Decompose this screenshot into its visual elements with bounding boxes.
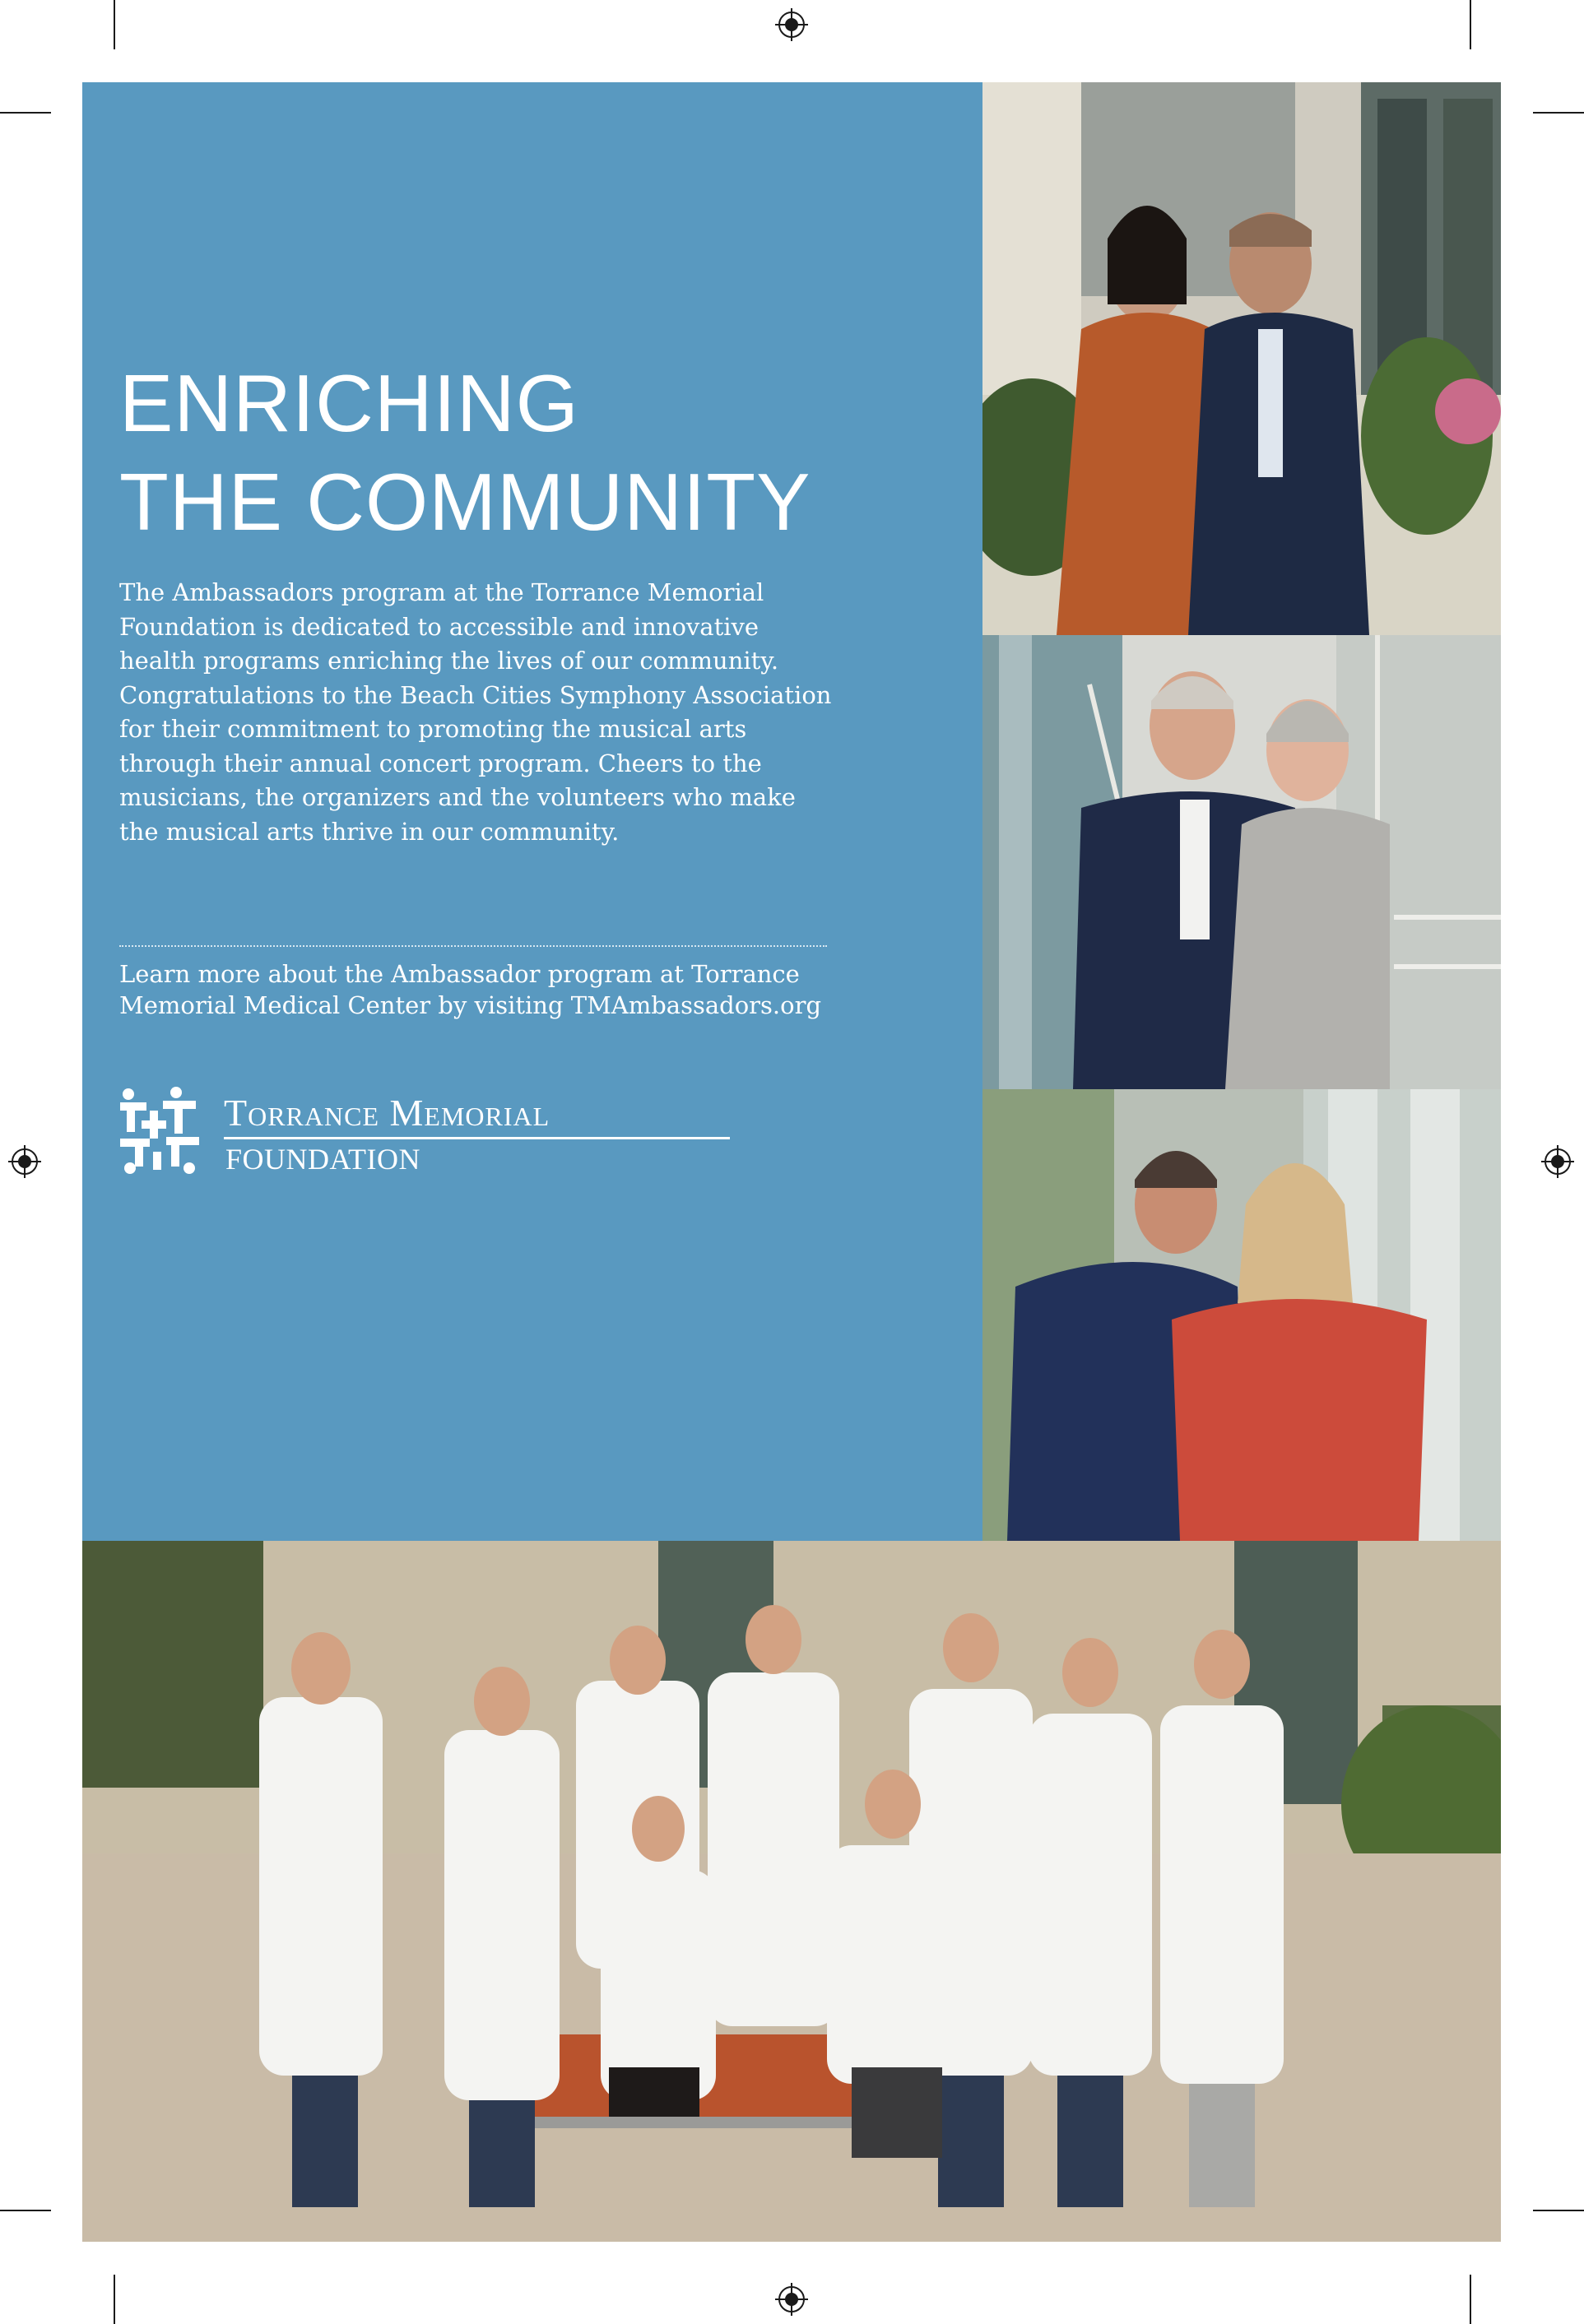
registration-mark-icon	[775, 2283, 808, 2316]
crop-mark-left-bottom	[0, 2210, 51, 2211]
crop-mark-bottom-left	[114, 2275, 115, 2324]
logo-rule	[224, 1137, 730, 1139]
photo-doctors-group	[82, 1541, 1501, 2242]
learn-more-text: Learn more about the Ambassador program at Torrance Memorial Medical Center by visiting TMAmbassadors.org	[119, 960, 822, 1019]
crop-mark-right-bottom	[1533, 2210, 1584, 2211]
photo-couple-2	[982, 635, 1501, 1089]
body-paragraph: The Ambassadors program at the Torrance Memorial Foundation is dedicated to accessible and innovative health programs enriching the lives of our community. Congratulations to the Beach Cities Symphony Association for their commitment to promoting the musical arts through their annual concert program. Cheers to the musicians, the organizers and the volunteers who make the musical arts thrive in our community.	[119, 578, 832, 846]
registration-mark-icon	[775, 8, 808, 41]
crop-mark-bottom-right	[1470, 2275, 1471, 2324]
photo-couple-1	[982, 82, 1501, 635]
crop-mark-top-left	[114, 0, 115, 49]
logo-wordmark-top: Torrance Memorial	[224, 1092, 550, 1134]
headline-line-2: THE COMMUNITY	[119, 457, 811, 547]
foundation-logo	[117, 1086, 742, 1176]
headline-line-1: ENRICHING	[119, 358, 579, 448]
dotted-divider	[119, 945, 827, 947]
crop-mark-right-top	[1533, 112, 1584, 114]
crop-mark-top-right	[1470, 0, 1471, 49]
registration-mark-icon	[1541, 1145, 1574, 1178]
crop-mark-left-top	[0, 112, 51, 114]
headline	[119, 354, 860, 551]
registration-mark-icon	[8, 1145, 41, 1178]
logo-wordmark-bottom: FOUNDATION	[225, 1143, 420, 1176]
photo-couple-3	[982, 1089, 1501, 1541]
foundation-logo-icon	[117, 1086, 203, 1176]
